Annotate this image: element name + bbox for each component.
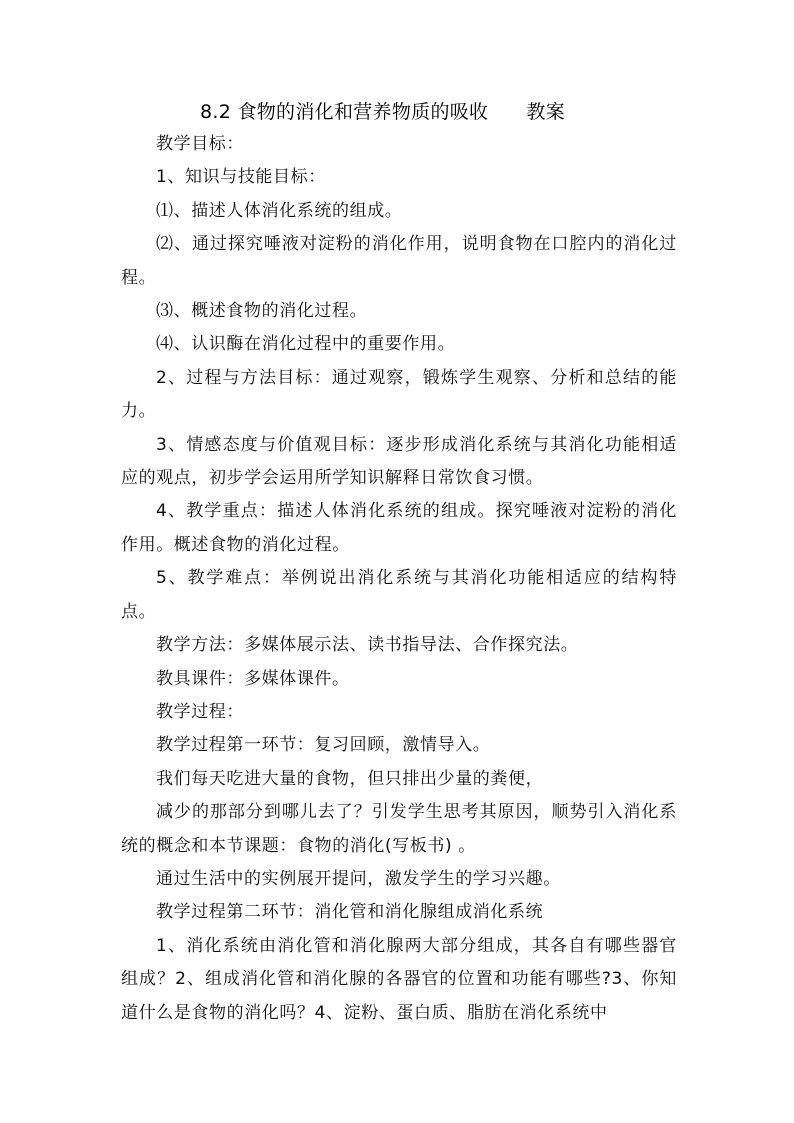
paragraph-difficult-points: 5、教学难点：举例说出消化系统与其消化功能相适应的结构特点。 [121, 568, 677, 622]
paragraph-life-examples: 通过生活中的实例展开提问，激发学生的学习兴趣。 [156, 868, 561, 889]
paragraph-teaching-aids: 教具课件：多媒体课件。 [156, 668, 350, 689]
paragraph-knowledge-skill-goal: 1、知识与技能目标： [156, 167, 326, 188]
paragraph-key-points: 4、教学重点：描述人体消化系统的组成。探究唾液对淀粉的消化作用。概述食物的消化过程。 [121, 501, 677, 555]
paragraph-teaching-objectives: 教学目标： [156, 134, 244, 154]
paragraph-process-step-1: 教学过程第一环节：复习回顾，激情导入。 [156, 735, 491, 756]
paragraph-goal-2: ⑵、通过探究唾液对淀粉的消化作用，说明食物在口腔内的消化过程。 [121, 234, 677, 288]
paragraph-process-step-2: 教学过程第二环节：消化管和消化腺组成消化系统 [156, 902, 544, 923]
paragraph-emotion-value-goal: 3、情感态度与价值观目标：逐步形成消化系统与其消化功能相适应的观点，初步学会运用所学知识解释日常饮食习惯。 [121, 434, 677, 489]
paragraph-digestive-questions: 1、消化系统由消化管和消化腺两大部分组成，其各自有哪些器官组成？2、组成消化管和消化腺的各器官的位置和功能有哪些?3、你知道什么是食物的消化吗？4、淀粉、蛋白质、脂肪在消化系统中 [121, 935, 677, 1023]
document-body [121, 96, 677, 1030]
paragraph-goal-1: ⑴、描述人体消化系统的组成。 [156, 200, 403, 221]
paragraph-teaching-methods: 教学方法：多媒体展示法、读书指导法、合作探究法。 [156, 635, 579, 656]
paragraph-goal-3: ⑶、概述食物的消化过程。 [156, 301, 368, 322]
paragraph-intro-question: 我们每天吃进大量的食物，但只排出少量的粪便， [156, 768, 544, 789]
paragraph-teaching-process: 教学过程： [156, 701, 244, 722]
paragraph-intro-discussion: 减少的那部分到哪儿去了？引发学生思考其原因，顺势引入消化系统的概念和本节课题：食物的消化(写板书) 。 [121, 802, 677, 856]
paragraph-process-method-goal: 2、过程与方法目标：通过观察，锻炼学生观察、分析和总结的能力。 [121, 367, 677, 422]
document-title: 8.2 食物的消化和营养物质的吸收 教案 [200, 101, 565, 123]
paragraph-goal-4: ⑷、认识酶在消化过程中的重要作用。 [156, 334, 456, 355]
